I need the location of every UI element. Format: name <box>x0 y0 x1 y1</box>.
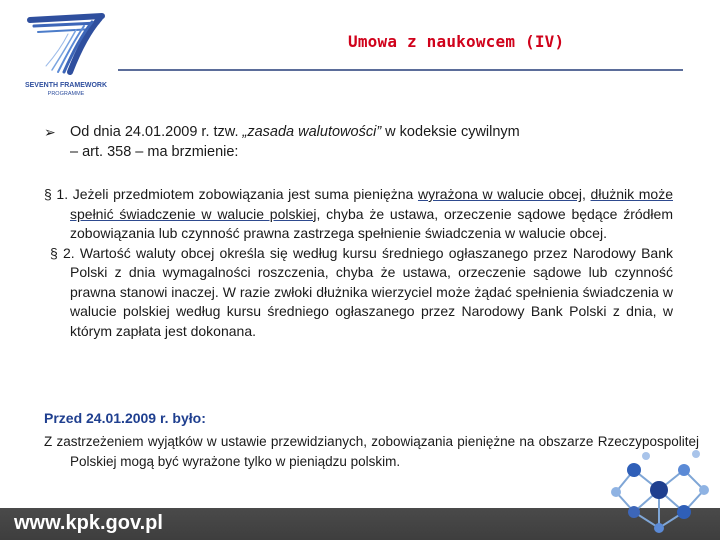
bullet-date: 24.01.2009 <box>124 124 198 140</box>
link-polish-currency[interactable]: dłużnik może spełnić świadczenie w walucie polskiej <box>70 186 673 222</box>
previous-heading: Przed 24.01.2009 r. było: <box>44 410 206 426</box>
header-divider <box>118 69 683 71</box>
bullet-line-1: Od dnia 24.01.2009 r. tzw. „zasada walutowości” w kodeksie cywilnym <box>70 124 520 140</box>
slide-title: Umowa z naukowcem (IV) <box>348 32 565 51</box>
previous-text: Z zastrzeżeniem wyjątków w ustawie przewidzianych, zobowiązania pieniężne na obszarze Rzeczypospolitej Polskiej mogą być wyrażone tylko w pieniądzu polskim. <box>44 434 699 469</box>
logo-line1: SEVENTH FRAMEWORK <box>24 82 108 89</box>
paragraph-2: § 2. Wartość waluty obcej określa się według kursu średniego ogłaszanego przez Narodowy Bank Polski z dnia wymagalności roszczenia, chyba że ustawa, orzeczenie sądowe lub czynność prawna stanowi inaczej. W razie zwłoki dłużnika wierzyciel może żądać spełnienia świadczenia w walucie polskiej według kursu średniego ogłaszanego przez Narodowy Bank Polski z dnia, w którym zapłata jest dokonana. <box>50 244 673 339</box>
article-text <box>44 185 673 341</box>
bullet-term: „zasada walutowości” <box>242 124 382 140</box>
footer-url[interactable]: www.kpk.gov.pl <box>14 512 163 534</box>
fp7-logo <box>24 6 108 98</box>
logo-line2: PROGRAMME <box>47 91 85 97</box>
link-foreign-currency[interactable]: wyrażona w walucie obcej <box>417 186 583 202</box>
fp7-logo-graphic <box>24 6 108 98</box>
network-decoration-icon <box>604 440 720 540</box>
bullet-line-2: – art. 358 – ma brzmienie: <box>70 144 239 160</box>
paragraph-1: § 1. Jeżeli przedmiotem zobowiązania jest suma pieniężna wyrażona w walucie obcej, dłużnik może spełnić świadczenie w walucie polskiej, chyba że ustawa, orzeczenie sądowe będące źródłem zobowiązania lub czynność prawna zastrzega spełnienie świadczenia w walucie obcej. <box>44 186 673 241</box>
arrow-bullet-icon: ➢ <box>44 124 56 140</box>
